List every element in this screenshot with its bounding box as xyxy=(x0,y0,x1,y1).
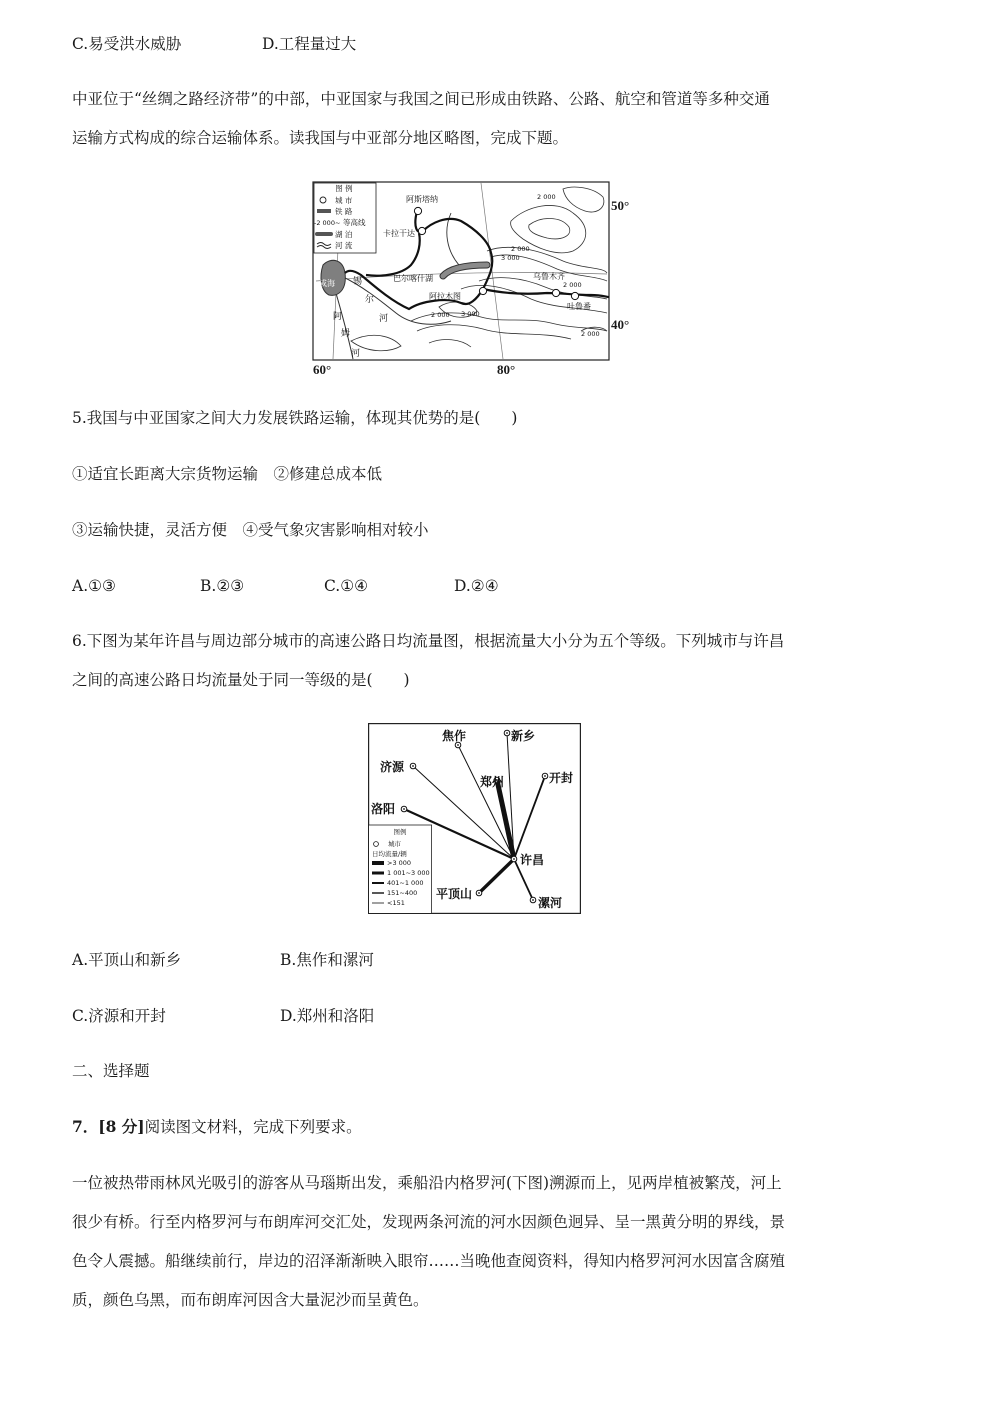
map1-river-char: 河 xyxy=(351,349,361,359)
map1-contour-label: 2 000 xyxy=(511,245,530,253)
map1-city-turpan: 吐鲁番 xyxy=(567,302,591,311)
q5-stem: 5.我国与中亚国家之间大力发展铁路运输，体现其优势的是( ) xyxy=(72,409,518,427)
q6-option-c: C.济源和开封 xyxy=(72,1007,166,1025)
map1-city-astana: 阿斯塔纳 xyxy=(406,195,438,204)
map2-city-zhengzhou: 郑州 xyxy=(480,775,505,789)
map1-contour-label: 2 000 xyxy=(537,193,556,201)
map1-legend-railway: 铁 路 xyxy=(335,207,353,216)
q5-option-b: B.②③ xyxy=(200,577,245,595)
map2-city-xuchang: 许昌 xyxy=(520,853,545,867)
map1-river-char: 河 xyxy=(379,314,389,324)
intro-line-1: 中亚位于“丝绸之路经济带”的中部，中亚国家与我国之间已形成由铁路、公路、航空和管道等多种交通 xyxy=(72,90,770,108)
q7-score: [8 分] xyxy=(98,1117,145,1136)
q5-option-c: C.①④ xyxy=(324,577,369,595)
q5-items-2: ③运输快捷，灵活方便 ④受气象灾害影响相对较小 xyxy=(72,521,429,539)
map2-city-pingdingshan: 平顶山 xyxy=(436,887,473,901)
map1-river-char: 姆 xyxy=(341,329,351,339)
map1-lake-balkhash: 巴尔喀什湖 xyxy=(393,274,433,283)
map2-legend-level: <151 xyxy=(387,899,405,907)
map2-city-jiaozuo: 焦作 xyxy=(442,729,467,743)
intro-line-2: 运输方式构成的综合运输体系。读我国与中亚部分地区略图，完成下题。 xyxy=(72,129,569,147)
map1-legend-title: 图 例 xyxy=(335,184,353,193)
q6-stem-line-2: 之间的高速公路日均流量处于同一等级的是( ) xyxy=(72,671,410,689)
passage-line-3: 色令人震撼。船继续前行，岸边的沼泽渐渐映入眼帘……当晚他查阅资料，得知内格罗河河水因富含腐殖 xyxy=(72,1252,786,1270)
map1-river-char: 阿 xyxy=(333,312,343,322)
map1-legend-river: 河 流 xyxy=(335,241,353,250)
map1-aral-sea: 咸海 xyxy=(319,279,335,288)
map2-city-jiyuan: 济源 xyxy=(380,760,405,774)
map2-legend-title: 图例 xyxy=(393,828,407,836)
map1-lat-40: 40° xyxy=(611,317,630,332)
map2-city-xinxiang: 新乡 xyxy=(511,729,536,743)
map2-city-kaifeng: 开封 xyxy=(549,771,574,785)
section-heading: 二、选择题 xyxy=(72,1062,150,1080)
map1-contour-label: 2 000 xyxy=(581,330,600,338)
map2-legend-flow-title: 日均流量/辆 xyxy=(372,850,407,858)
map2-city-luoyang: 洛阳 xyxy=(371,802,396,816)
q7-heading xyxy=(72,1116,362,1138)
q6-option-b: B.焦作和漯河 xyxy=(280,951,374,969)
q7-stem: 阅读图文材料，完成下列要求。 xyxy=(144,1118,362,1136)
q5-items-1: ①适宜长距离大宗货物运输 ②修建总成本低 xyxy=(72,465,383,483)
option-c: C.易受洪水威胁 xyxy=(72,35,182,53)
map1-contour-label: 2 000 xyxy=(563,281,582,289)
map1-city-karaganda: 卡拉干达 xyxy=(383,229,415,238)
q6-stem-line-1: 6.下图为某年许昌与周边部分城市的高速公路日均流量图，根据流量大小分为五个等级。下列城市与许昌 xyxy=(72,632,785,650)
map1-legend-contour: 等高线 xyxy=(343,218,366,227)
map1-city-urumqi: 乌鲁木齐 xyxy=(533,272,565,281)
option-d: D.工程量过大 xyxy=(262,35,357,53)
map1-contour-label: 3 000 xyxy=(501,254,520,262)
map1-river-char: 尔 xyxy=(365,295,375,305)
central-asia-map xyxy=(311,181,630,377)
map1-lon-80: 80° xyxy=(497,362,516,377)
passage-line-2: 很少有桥。行至内格罗河与布朗库河交汇处，发现两条河流的河水因颜色迥异、呈一黑黄分明的界线，景 xyxy=(72,1213,786,1231)
map1-lat-50: 50° xyxy=(611,198,630,213)
map2-legend-level: 1 001~3 000 xyxy=(387,869,430,877)
map2-legend-level: 401~1 000 xyxy=(387,879,424,887)
map1-city-almaty: 阿拉木图 xyxy=(429,292,461,301)
map1-contour-label: 3 000 xyxy=(461,310,480,318)
map1-legend-contour-value: -2 000~ xyxy=(314,219,341,227)
q6-option-a: A.平顶山和新乡 xyxy=(72,951,182,969)
map1-legend-city: 城 市 xyxy=(335,196,353,205)
passage-line-1: 一位被热带雨林风光吸引的游客从马瑙斯出发，乘船沿内格罗河(下图)溯源而上，见两岸植被繁茂，河上 xyxy=(72,1174,782,1192)
q7-number: 7． xyxy=(72,1117,99,1136)
q5-option-d: D.②④ xyxy=(454,577,499,595)
map1-river-char: 锡 xyxy=(353,277,363,287)
xuchang-highway-map xyxy=(368,723,581,914)
map1-legend-lake: 湖 泊 xyxy=(335,230,353,239)
map1-lon-60: 60° xyxy=(313,362,332,377)
map1-contour-label: 2 000 xyxy=(431,311,450,319)
map2-legend-level: 151~400 xyxy=(387,889,418,897)
map2-city-luohe: 漯河 xyxy=(538,896,563,910)
q6-option-d: D.郑州和洛阳 xyxy=(280,1007,375,1025)
map2-legend-city: 城市 xyxy=(388,840,401,848)
map2-legend-level: >3 000 xyxy=(387,859,412,867)
passage-line-4: 质，颜色乌黑，而布朗库河因含大量泥沙而呈黄色。 xyxy=(72,1291,429,1309)
q5-option-a: A.①③ xyxy=(72,577,116,595)
